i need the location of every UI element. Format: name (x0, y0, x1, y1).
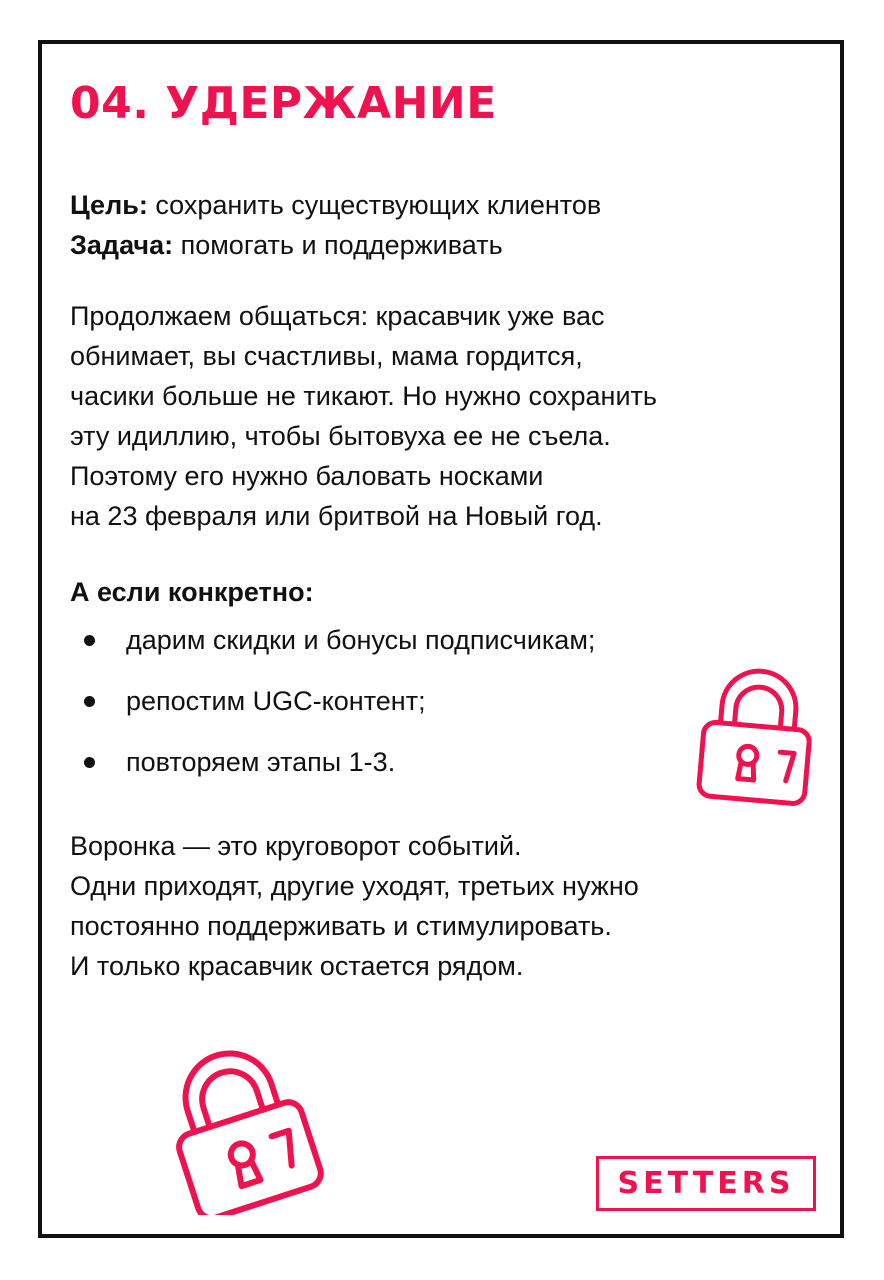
paragraph-line: Продолжаем общаться: красавчик уже вас (70, 301, 605, 331)
paragraph-line: Поэтому его нужно баловать носками (70, 461, 544, 491)
list-item (82, 620, 595, 660)
padlock-icon (690, 668, 820, 808)
paragraph-line: часики больше не тикают. Но нужно сохранить (70, 381, 657, 411)
goal-label: Цель: (70, 190, 148, 220)
goal-text: сохранить существующих клиентов (147, 190, 602, 220)
paragraph-line: Воронка — это круговорот событий. (70, 831, 522, 861)
paragraph-line: эту идиллию, чтобы бытовуха ее не съела. (70, 421, 611, 451)
bullet-dot-icon (84, 757, 95, 768)
task-label: Задача: (70, 230, 174, 260)
bullet-list (82, 620, 595, 803)
bullet-dot-icon (84, 635, 95, 646)
paragraph-line: постоянно поддерживать и стимулировать. (70, 911, 612, 941)
paragraph-line: Одни приходят, другие уходят, третьих нужно (70, 871, 639, 901)
paragraph-line: на 23 февраля или бритвой на Новый год. (70, 501, 603, 531)
padlock-icon (165, 1045, 325, 1215)
goal-line (70, 185, 601, 225)
list-item (82, 742, 595, 782)
intro-paragraph (70, 296, 790, 536)
goals-block (70, 185, 601, 265)
closing-paragraph (70, 826, 790, 986)
brand-logo: SETTERS (596, 1156, 816, 1211)
list-item-text: повторяем этапы 1-3. (126, 747, 396, 777)
subheading: А если конкретно: (70, 577, 314, 607)
list-item-text: дарим скидки и бонусы подписчикам; (126, 625, 596, 655)
paragraph-line: И только красавчик остается рядом. (70, 951, 524, 981)
task-text: помогать и поддерживать (173, 230, 503, 260)
list-item (82, 681, 595, 721)
list-item-text: репостим UGC-контент; (126, 686, 426, 716)
page-title: 04. УДЕРЖАНИЕ (70, 78, 497, 129)
task-line (70, 225, 601, 265)
bullet-dot-icon (84, 696, 95, 707)
paragraph-line: обнимает, вы счастливы, мама гордится, (70, 341, 583, 371)
